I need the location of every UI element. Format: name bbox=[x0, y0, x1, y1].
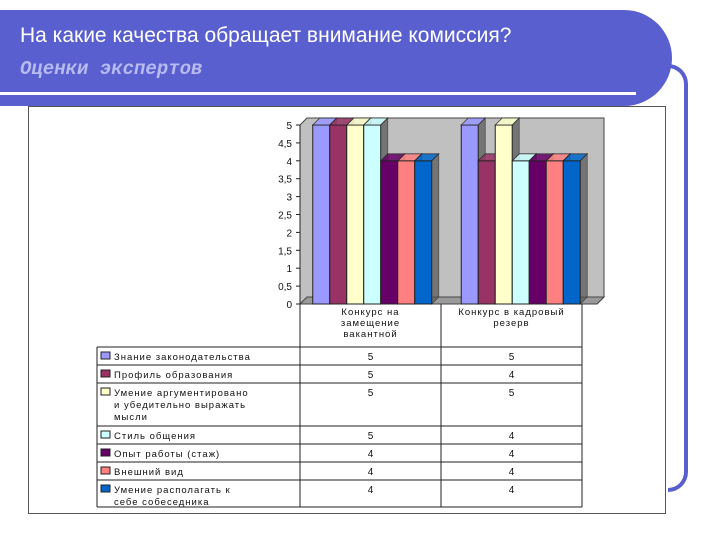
bar-side bbox=[432, 154, 439, 304]
y-tick-label: 1,5 bbox=[278, 246, 292, 258]
category-label: резерв bbox=[493, 318, 530, 329]
slide-subtitle: Оценки экспертов bbox=[20, 58, 203, 80]
data-label: 4 bbox=[508, 449, 515, 460]
bar bbox=[563, 161, 580, 304]
bar bbox=[330, 125, 347, 304]
bar bbox=[415, 161, 432, 304]
legend-label: Профиль образования bbox=[114, 370, 234, 381]
legend-label: себе собеседника bbox=[114, 497, 210, 508]
bar bbox=[364, 125, 381, 304]
data-label: 4 bbox=[367, 449, 374, 460]
legend-label: Опыт работы (стаж) bbox=[114, 449, 221, 460]
data-label: 4 bbox=[508, 485, 515, 496]
bar bbox=[347, 125, 364, 304]
legend-label: Стиль общения bbox=[114, 431, 197, 442]
y-tick-label: 3 bbox=[286, 192, 292, 204]
legend-swatch bbox=[101, 431, 110, 438]
y-tick-label: 4 bbox=[286, 156, 292, 168]
bar-chart bbox=[29, 107, 665, 513]
legend-label: Внешний вид bbox=[114, 467, 184, 478]
data-label: 5 bbox=[508, 388, 515, 399]
legend-label: Знание законодательства bbox=[114, 352, 251, 363]
legend-swatch bbox=[101, 388, 110, 395]
bar-side bbox=[580, 154, 587, 304]
legend-label: Умение располагать к bbox=[114, 485, 231, 496]
bar bbox=[546, 161, 563, 304]
data-label: 5 bbox=[508, 352, 515, 363]
data-label: 5 bbox=[367, 352, 374, 363]
y-tick-label: 2 bbox=[286, 228, 292, 240]
y-tick-label: 5 bbox=[286, 121, 292, 132]
bar bbox=[313, 125, 330, 304]
y-tick-label: 3,5 bbox=[278, 174, 292, 186]
legend-swatch bbox=[101, 449, 110, 456]
legend-swatch bbox=[101, 370, 110, 377]
y-tick-label: 1 bbox=[286, 264, 292, 276]
category-label: замещение bbox=[340, 318, 401, 329]
legend-label: и убедительно выражать bbox=[114, 400, 247, 411]
data-label: 4 bbox=[508, 370, 515, 381]
bar bbox=[381, 161, 398, 304]
bar bbox=[495, 125, 512, 304]
legend-label: мысли bbox=[114, 412, 148, 423]
y-tick-label: 2,5 bbox=[278, 210, 292, 222]
bar bbox=[512, 161, 529, 304]
legend-swatch bbox=[101, 485, 110, 492]
slide-title: На какие качества обращает внимание комиссия? bbox=[20, 24, 512, 47]
slide-frame bbox=[668, 64, 688, 492]
bar bbox=[478, 161, 495, 304]
bar bbox=[529, 161, 546, 304]
legend-swatch bbox=[101, 352, 110, 359]
data-label: 5 bbox=[367, 370, 374, 381]
y-tick-label: 4,5 bbox=[278, 138, 292, 150]
category-label: Конкурс на bbox=[341, 307, 400, 318]
data-label: 4 bbox=[508, 431, 515, 442]
bar bbox=[461, 125, 478, 304]
header-divider bbox=[0, 92, 636, 95]
data-label: 4 bbox=[367, 485, 374, 496]
y-tick-label: 0,5 bbox=[278, 282, 292, 294]
legend-swatch bbox=[101, 467, 110, 474]
data-label: 5 bbox=[367, 388, 374, 399]
data-label: 4 bbox=[367, 467, 374, 478]
data-label: 4 bbox=[508, 467, 515, 478]
category-label: вакантной bbox=[343, 329, 398, 340]
bar bbox=[398, 161, 415, 304]
data-label: 5 bbox=[367, 431, 374, 442]
category-label: Конкурс в кадровый bbox=[458, 307, 565, 318]
y-tick-label: 0 bbox=[286, 300, 292, 311]
legend-label: Умение аргументировано bbox=[114, 388, 249, 399]
chart-panel bbox=[28, 106, 666, 514]
